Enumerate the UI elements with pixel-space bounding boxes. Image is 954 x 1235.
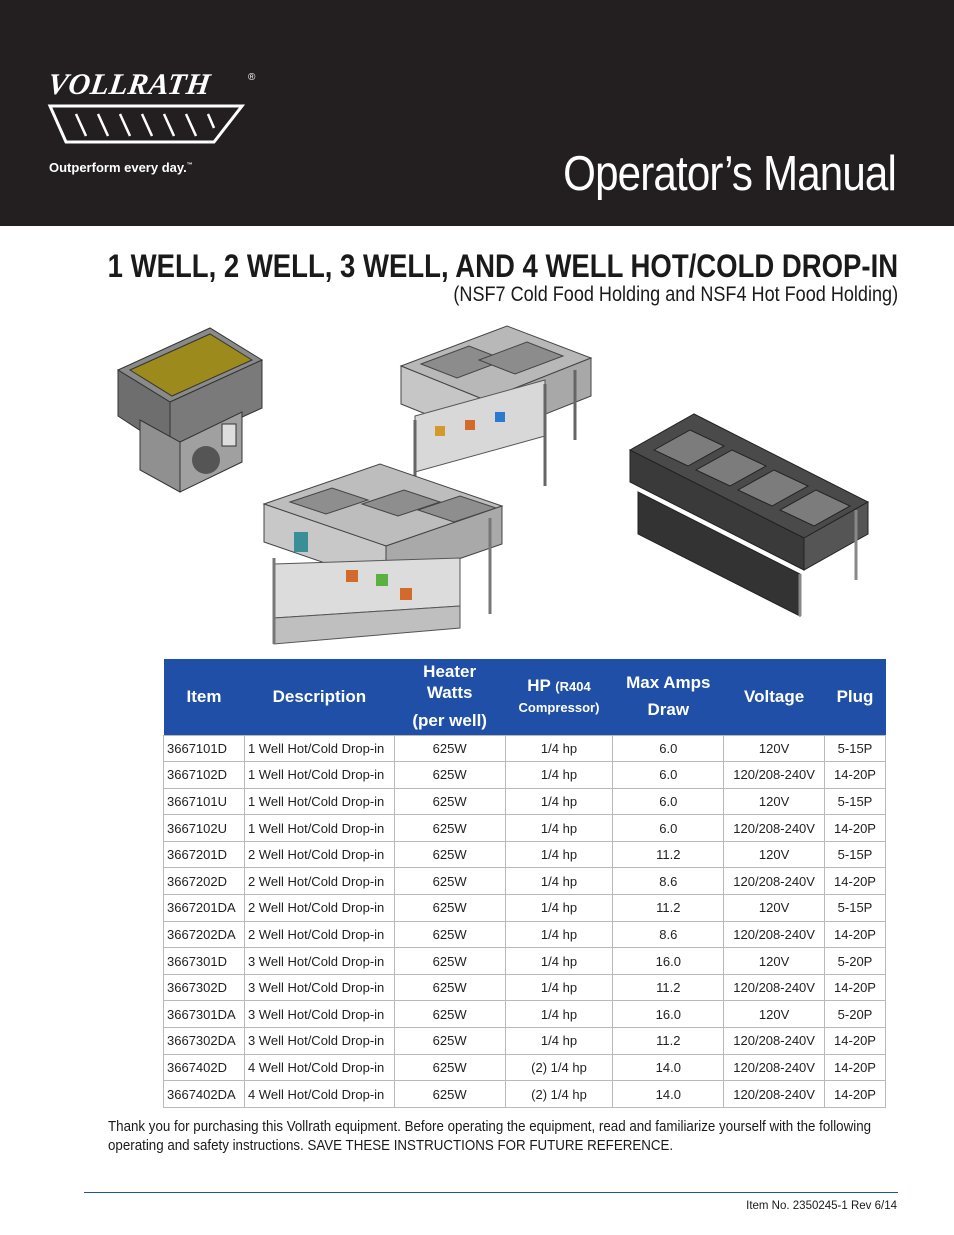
plug-cell: 14-20P [825, 815, 886, 842]
product-images [0, 318, 954, 648]
description-cell: 2 Well Hot/Cold Drop-in [244, 895, 394, 922]
plug-cell: 14-20P [825, 1081, 886, 1108]
item-cell: 3667201D [164, 841, 245, 868]
hp-cell: 1/4 hp [505, 762, 613, 789]
item-cell: 3667402DA [164, 1081, 245, 1108]
hp-cell: 1/4 hp [505, 815, 613, 842]
description-cell: 1 Well Hot/Cold Drop-in [244, 788, 394, 815]
voltage-cell: 120/208-240V [724, 868, 825, 895]
table-row [164, 788, 886, 815]
item-cell: 3667102D [164, 762, 245, 789]
max-amps-cell: 8.6 [613, 868, 724, 895]
heater-watts-cell: 625W [394, 1081, 505, 1108]
voltage-cell: 120V [724, 841, 825, 868]
intro-paragraph: Thank you for purchasing this Vollrath equipment. Before operating the equipment, read and familiarize yourself with the following operating and safety instructions. SAVE THESE INSTRUCTIONS FOR FUTURE REFERENCE. [108, 1119, 872, 1154]
max-amps-cell: 11.2 [613, 895, 724, 922]
manual-title: Operator’s Manual [563, 147, 896, 201]
document-title: 1 WELL, 2 WELL, 3 WELL, AND 4 WELL HOT/COLD DROP-IN [107, 248, 898, 284]
item-cell: 3667302D [164, 974, 245, 1001]
description-cell: 1 Well Hot/Cold Drop-in [244, 815, 394, 842]
plug-cell: 5-15P [825, 788, 886, 815]
max-amps-cell: 14.0 [613, 1054, 724, 1081]
header-banner [0, 0, 954, 226]
one-well-product-image [110, 320, 270, 500]
max-amps-cell: 11.2 [613, 974, 724, 1001]
table-row [164, 1001, 886, 1028]
table-row [164, 868, 886, 895]
description-cell: 3 Well Hot/Cold Drop-in [244, 948, 394, 975]
table-row [164, 1054, 886, 1081]
plug-cell: 5-20P [825, 1001, 886, 1028]
hp-cell: (2) 1/4 hp [505, 1054, 613, 1081]
specifications-table [163, 659, 886, 1108]
plug-cell: 14-20P [825, 762, 886, 789]
hp-cell: 1/4 hp [505, 1028, 613, 1055]
plug-cell: 5-15P [825, 841, 886, 868]
voltage-cell: 120/208-240V [724, 815, 825, 842]
table-header-row [164, 659, 886, 735]
item-cell: 3667302DA [164, 1028, 245, 1055]
plug-cell: 14-20P [825, 1054, 886, 1081]
heater-watts-cell: 625W [394, 868, 505, 895]
hp-cell: 1/4 hp [505, 868, 613, 895]
table-row [164, 1081, 886, 1108]
table-row [164, 895, 886, 922]
max-amps-cell: 16.0 [613, 1001, 724, 1028]
max-amps-cell: 6.0 [613, 815, 724, 842]
four-well-product-image [624, 410, 874, 620]
max-amps-cell: 6.0 [613, 735, 724, 762]
header-description: Description [244, 659, 394, 735]
hp-cell: 1/4 hp [505, 788, 613, 815]
voltage-cell: 120/208-240V [724, 921, 825, 948]
footer-divider [84, 1192, 898, 1193]
plug-cell: 14-20P [825, 1028, 886, 1055]
header-voltage: Voltage [724, 659, 825, 735]
voltage-cell: 120V [724, 735, 825, 762]
voltage-cell: 120V [724, 788, 825, 815]
voltage-cell: 120/208-240V [724, 1028, 825, 1055]
table-row [164, 815, 886, 842]
heater-watts-cell: 625W [394, 895, 505, 922]
plug-cell: 14-20P [825, 974, 886, 1001]
table-row [164, 948, 886, 975]
hp-cell: 1/4 hp [505, 974, 613, 1001]
plug-cell: 5-20P [825, 948, 886, 975]
header-plug: Plug [825, 659, 886, 735]
brand-tagline: Outperform every day.™ [49, 160, 193, 175]
max-amps-cell: 14.0 [613, 1081, 724, 1108]
description-cell: 4 Well Hot/Cold Drop-in [244, 1081, 394, 1108]
voltage-cell: 120V [724, 1001, 825, 1028]
voltage-cell: 120/208-240V [724, 974, 825, 1001]
hp-cell: 1/4 hp [505, 735, 613, 762]
voltage-cell: 120/208-240V [724, 762, 825, 789]
heater-watts-cell: 625W [394, 1028, 505, 1055]
header-heater-watts: Heater Watts (per well) [394, 659, 505, 735]
vollrath-logo [40, 62, 270, 172]
plug-cell: 5-15P [825, 735, 886, 762]
description-cell: 3 Well Hot/Cold Drop-in [244, 1028, 394, 1055]
item-cell: 3667101D [164, 735, 245, 762]
item-cell: 3667402D [164, 1054, 245, 1081]
heater-watts-cell: 625W [394, 1001, 505, 1028]
description-cell: 3 Well Hot/Cold Drop-in [244, 974, 394, 1001]
heater-watts-cell: 625W [394, 1054, 505, 1081]
hp-cell: 1/4 hp [505, 841, 613, 868]
heater-watts-cell: 625W [394, 974, 505, 1001]
voltage-cell: 120/208-240V [724, 1054, 825, 1081]
plug-cell: 5-15P [825, 895, 886, 922]
table-row [164, 974, 886, 1001]
description-cell: 2 Well Hot/Cold Drop-in [244, 868, 394, 895]
registered-mark: ® [248, 72, 256, 83]
description-cell: 3 Well Hot/Cold Drop-in [244, 1001, 394, 1028]
max-amps-cell: 16.0 [613, 948, 724, 975]
document-subtitle: (NSF7 Cold Food Holding and NSF4 Hot Food Holding) [453, 283, 898, 306]
heater-watts-cell: 625W [394, 948, 505, 975]
item-cell: 3667102U [164, 815, 245, 842]
table-row [164, 735, 886, 762]
heater-watts-cell: 625W [394, 762, 505, 789]
max-amps-cell: 8.6 [613, 921, 724, 948]
description-cell: 4 Well Hot/Cold Drop-in [244, 1054, 394, 1081]
max-amps-cell: 11.2 [613, 1028, 724, 1055]
voltage-cell: 120/208-240V [724, 1081, 825, 1108]
max-amps-cell: 6.0 [613, 762, 724, 789]
item-cell: 3667202D [164, 868, 245, 895]
table-row [164, 762, 886, 789]
voltage-cell: 120V [724, 895, 825, 922]
heater-watts-cell: 625W [394, 815, 505, 842]
logo-tray-icon [46, 102, 246, 152]
heater-watts-cell: 625W [394, 788, 505, 815]
item-cell: 3667101U [164, 788, 245, 815]
description-cell: 2 Well Hot/Cold Drop-in [244, 841, 394, 868]
table-body [164, 735, 886, 1107]
max-amps-cell: 6.0 [613, 788, 724, 815]
header-item: Item [164, 659, 245, 735]
heater-watts-cell: 625W [394, 735, 505, 762]
three-well-product-image [250, 458, 510, 648]
table-row [164, 921, 886, 948]
table-row [164, 841, 886, 868]
voltage-cell: 120V [724, 948, 825, 975]
hp-cell: (2) 1/4 hp [505, 1081, 613, 1108]
header-max-amps: Max Amps Draw [613, 659, 724, 735]
heater-watts-cell: 625W [394, 921, 505, 948]
logo-wordmark: VOLLRATH [45, 68, 213, 101]
hp-cell: 1/4 hp [505, 921, 613, 948]
item-cell: 3667301DA [164, 1001, 245, 1028]
hp-cell: 1/4 hp [505, 1001, 613, 1028]
description-cell: 2 Well Hot/Cold Drop-in [244, 921, 394, 948]
plug-cell: 14-20P [825, 921, 886, 948]
hp-cell: 1/4 hp [505, 948, 613, 975]
table-row [164, 1028, 886, 1055]
hp-cell: 1/4 hp [505, 895, 613, 922]
item-cell: 3667201DA [164, 895, 245, 922]
header-hp: HP (R404 Compressor) [505, 659, 613, 735]
item-cell: 3667301D [164, 948, 245, 975]
description-cell: 1 Well Hot/Cold Drop-in [244, 735, 394, 762]
plug-cell: 14-20P [825, 868, 886, 895]
max-amps-cell: 11.2 [613, 841, 724, 868]
item-number: Item No. 2350245-1 Rev 6/14 [746, 1200, 897, 1212]
heater-watts-cell: 625W [394, 841, 505, 868]
item-cell: 3667202DA [164, 921, 245, 948]
description-cell: 1 Well Hot/Cold Drop-in [244, 762, 394, 789]
